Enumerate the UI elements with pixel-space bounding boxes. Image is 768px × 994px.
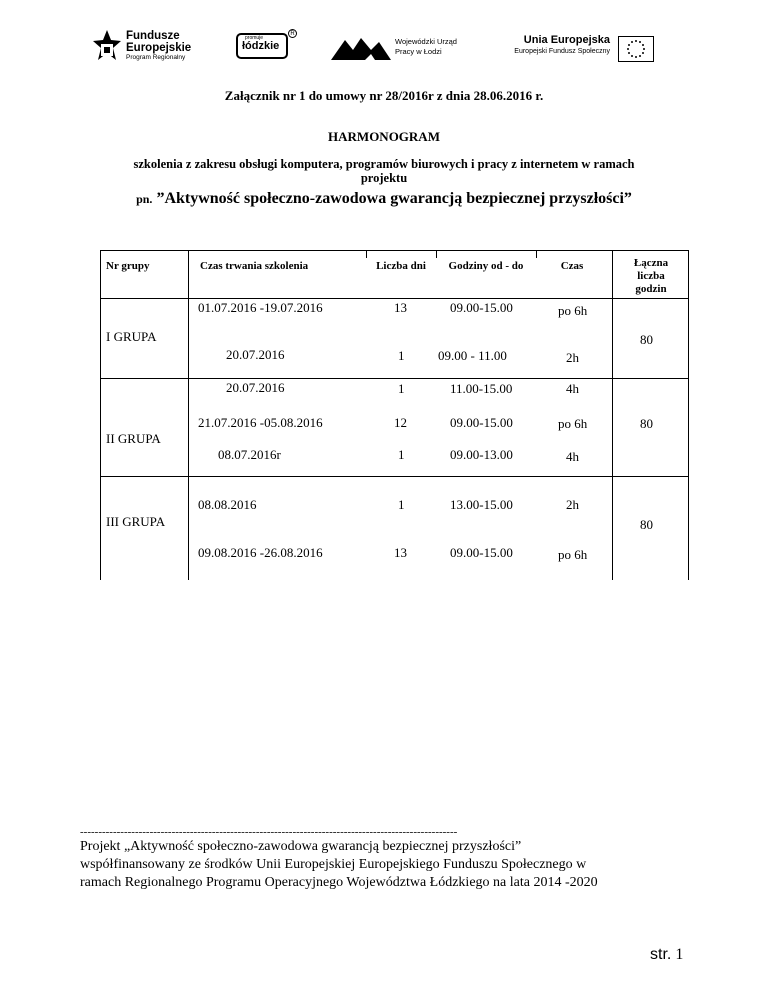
project-line — [0, 190, 768, 208]
eu-logo — [490, 34, 660, 66]
row-hours: 13.00-15.00 — [450, 497, 513, 512]
row-dates: 21.07.2016 -05.08.2016 — [198, 415, 323, 430]
table-border-right — [688, 250, 689, 580]
promuje-lodzkie-logo — [236, 29, 300, 63]
table-col-divider — [188, 250, 189, 580]
row-dates: 08.08.2016 — [198, 497, 257, 512]
page-number-value: 1 — [675, 946, 684, 963]
row-time: po 6h — [558, 416, 588, 431]
table-col-divider — [436, 250, 437, 258]
footer-line1: Projekt „Aktywność społeczno-zawodowa gwarancją bezpiecznej przyszłości” — [80, 839, 522, 854]
eu-line1: Unia Europejska — [523, 34, 610, 46]
eu-flag-icon — [618, 36, 654, 62]
row-days: 13 — [394, 545, 407, 560]
header-time: Czas — [560, 260, 584, 272]
fe-line2: Europejskie — [126, 42, 192, 54]
row-hours: 09.00-13.00 — [450, 447, 513, 462]
eu-line2: Europejski Fundusz Społeczny — [514, 48, 610, 55]
row-hours: 11.00-15.00 — [450, 381, 513, 396]
attachment-note: Załącznik nr 1 do umowy nr 28/2016r z dnia 28.06.2016 r. — [224, 88, 544, 103]
footer-separator: ------------------------------------------------------------------------------------------------------- — [80, 826, 458, 838]
footer-line2: współfinansowany ze środków Unii Europejskiej Europejskiego Funduszu Społecznego w — [80, 857, 587, 872]
table-border-left — [100, 250, 101, 580]
page-label: str. — [650, 946, 672, 963]
table-border-top — [100, 250, 688, 251]
group-total: 80 — [640, 517, 653, 532]
row-dates: 01.07.2016 -19.07.2016 — [198, 300, 323, 315]
row-days: 1 — [398, 447, 405, 462]
row-days: 1 — [398, 497, 405, 512]
row-time: po 6h — [558, 547, 588, 562]
row-time: po 6h — [558, 303, 588, 318]
row-time: 2h — [566, 497, 579, 512]
row-dates: 09.08.2016 -26.08.2016 — [198, 545, 323, 560]
row-time: 2h — [566, 350, 579, 365]
header-hours: Godziny od - do — [448, 260, 524, 272]
table-col-divider — [612, 250, 613, 580]
project-prefix: pn. — [136, 192, 153, 206]
row-hours: 09.00 - 11.00 — [438, 348, 507, 363]
fundusze-europejskie-logo — [92, 28, 212, 68]
table-col-divider — [366, 250, 367, 258]
wup-line1: Wojewódzki Urząd — [395, 37, 457, 46]
pl-small: promuje — [245, 35, 264, 41]
fe-line1: Fundusze — [126, 30, 180, 42]
pl-big: łódzkie — [242, 40, 280, 52]
wup-lodz-logo — [331, 34, 471, 66]
group-name: II GRUPA — [106, 431, 161, 446]
schedule-table — [100, 250, 688, 580]
row-days: 12 — [394, 415, 407, 430]
footer-text — [80, 838, 720, 892]
row-days: 1 — [398, 381, 405, 396]
row-dates: 08.07.2016r — [218, 447, 281, 462]
row-dates: 20.07.2016 — [226, 347, 285, 362]
row-days: 13 — [394, 300, 407, 315]
wup-line2: Pracy w Łodzi — [395, 47, 442, 56]
header-duration: Czas trwania szkolenia — [200, 260, 309, 272]
footer-line3: ramach Regionalnego Programu Operacyjnego Województwa Łódzkiego na lata 2014 -2020 — [80, 875, 598, 890]
row-hours: 09.00-15.00 — [450, 415, 513, 430]
header-days: Liczba dni — [376, 260, 426, 272]
row-time: 4h — [566, 449, 579, 464]
table-group-rule — [100, 476, 688, 477]
logo-bar — [0, 22, 768, 72]
fe-line3: Program Regionalny — [126, 54, 186, 61]
row-days: 1 — [398, 348, 405, 363]
group-total: 80 — [640, 332, 653, 347]
group-name: III GRUPA — [106, 514, 166, 529]
document-subtitle: szkolenia z zakresu obsługi komputera, programów biurowych i pracy z internetem w ramach projektu — [133, 157, 635, 185]
page-number — [650, 946, 683, 964]
fe-star-icon — [92, 30, 122, 66]
row-time: 4h — [566, 381, 579, 396]
header-total: Łączna liczba godzin — [633, 257, 669, 295]
table-col-divider — [536, 250, 537, 258]
project-name: ”Aktywność społeczno-zawodowa gwarancją bezpiecznej przyszłości” — [152, 190, 632, 207]
group-total: 80 — [640, 416, 653, 431]
row-dates: 20.07.2016 — [226, 380, 285, 395]
document-title: HARMONOGRAM — [328, 129, 440, 144]
table-group-rule — [100, 378, 688, 379]
table-header-rule — [100, 298, 688, 299]
row-hours: 09.00-15.00 — [450, 545, 513, 560]
header-group: Nr grupy — [106, 260, 150, 272]
registered-icon: R — [288, 29, 297, 38]
wup-mountain-icon — [331, 36, 391, 62]
group-name: I GRUPA — [106, 329, 157, 344]
row-hours: 09.00-15.00 — [450, 300, 513, 315]
